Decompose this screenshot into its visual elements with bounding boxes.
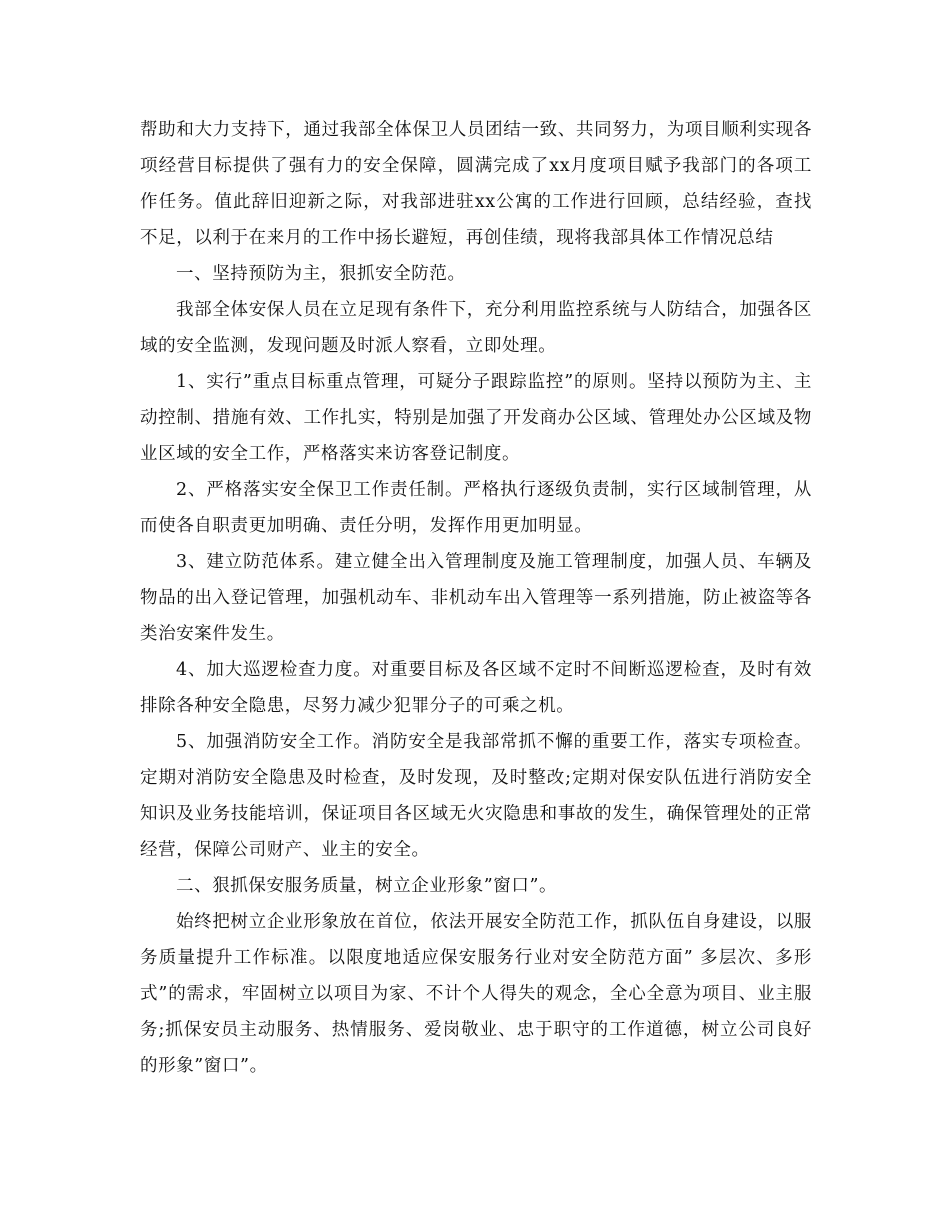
list-item-4: 4、加大巡逻检查力度。对重要目标及各区域不定时不间断巡逻检查，及时有效排除各种安全隐患，尽努力减少犯罪分子的可乘之机。	[140, 660, 812, 716]
list-item-3: 3、建立防范体系。建立健全出入管理制度及施工管理制度，加强人员、车辆及物品的出入登记管理，加强机动车、非机动车出入管理等一系列措施，防止被盗等各类治安案件发生。	[140, 552, 812, 644]
document-body	[140, 112, 812, 1084]
list-item-1: 1、实行”重点目标重点管理，可疑分子跟踪监控”的原则。坚持以预防为主、主动控制、措施有效、工作扎实，特别是加强了开发商办公区域、管理处办公区域及物业区域的安全工作，严格落实来访客登记制度。	[140, 372, 812, 464]
paragraph-corporate-image: 始终把树立企业形象放在首位，依法开展安全防范工作，抓队伍自身建设，以服务质量提升工作标准。以限度地适应保安服务行业对安全防范方面” 多层次、多形式”的需求，牢固树立以项目为家、不计个人得失的观念，全心全意为项目、业主服务;抓保安员主动服务、热情服务、爱岗敬业、忠于职守的工作道德，树立公司良好的形象”窗口”。	[140, 912, 812, 1076]
paragraph-intro-continued: 帮助和大力支持下，通过我部全体保卫人员团结一致、共同努力，为项目顺利实现各项经营目标提供了强有力的安全保障，圆满完成了xx月度项目赋予我部门的各项工作任务。值此辞旧迎新之际，对我部进驻xx公寓的工作进行回顾，总结经验，查找不足，以利于在来月的工作中扬长避短，再创佳绩，现将我部具体工作情况总结	[140, 120, 812, 248]
section-heading-service-quality: 二、狠抓保安服务质量，树立企业形象”窗口”。	[176, 876, 558, 896]
list-item-2: 2、严格落实安全保卫工作责任制。严格执行逐级负责制，实行区域制管理，从而使各自职责更加明确、责任分明，发挥作用更加明显。	[140, 480, 812, 536]
section-heading-prevention: 一、坚持预防为主，狠抓安全防范。	[176, 264, 466, 284]
list-item-5: 5、加强消防安全工作。消防安全是我部常抓不懈的重要工作，落实专项检查。定期对消防安全隐患及时检查，及时发现，及时整改;定期对保安队伍进行消防安全知识及业务技能培训，保证项目各区域无火灾隐患和事故的发生，确保管理处的正常经营，保障公司财产、业主的安全。	[140, 732, 812, 860]
paragraph-monitoring: 我部全体安保人员在立足现有条件下，充分利用监控系统与人防结合，加强各区域的安全监测，发现问题及时派人察看，立即处理。	[140, 300, 812, 356]
